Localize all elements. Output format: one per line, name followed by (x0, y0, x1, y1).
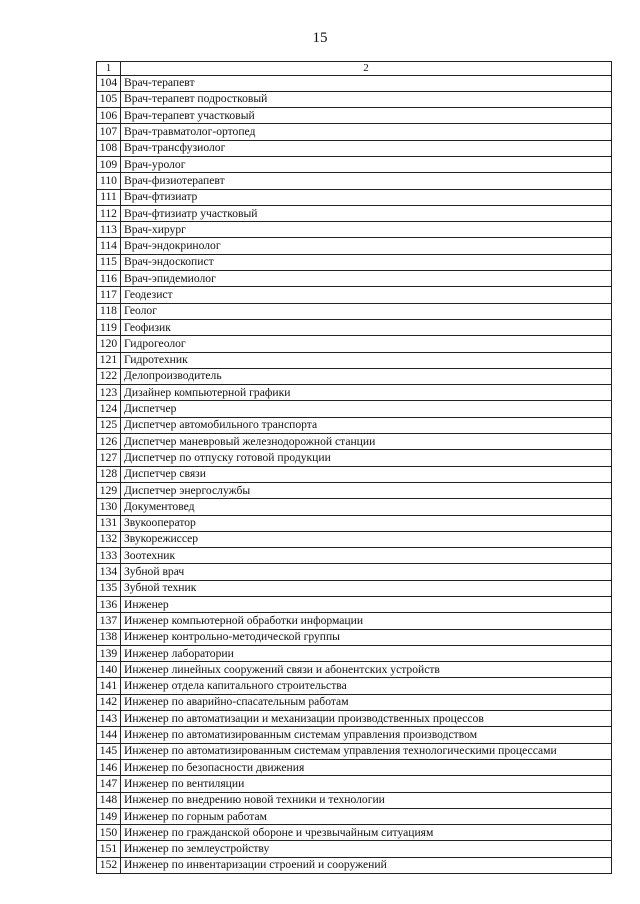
table-row (97, 205, 612, 221)
page-number: 15 (312, 30, 328, 46)
row-number: 110 (97, 173, 121, 189)
row-number: 130 (97, 499, 121, 515)
profession-name: Инженер по вентиляции (121, 776, 612, 792)
table-row (97, 303, 612, 319)
profession-name: Врач-терапевт подростковый (121, 91, 612, 107)
profession-name: Диспетчер связи (121, 466, 612, 482)
table-row (97, 662, 612, 678)
table-row (97, 548, 612, 564)
row-number: 117 (97, 287, 121, 303)
table-row (97, 808, 612, 824)
row-number: 125 (97, 417, 121, 433)
table-row (97, 482, 612, 498)
table-row (97, 711, 612, 727)
row-number: 107 (97, 124, 121, 140)
profession-name: Геолог (121, 303, 612, 319)
table-row (97, 222, 612, 238)
row-number: 146 (97, 759, 121, 775)
profession-name: Зоотехник (121, 548, 612, 564)
table-row (97, 857, 612, 873)
row-number: 119 (97, 319, 121, 335)
profession-name: Инженер по внедрению новой техники и технологии (121, 792, 612, 808)
table-row (97, 124, 612, 140)
column-header-number: 1 (97, 62, 121, 76)
profession-name: Диспетчер автомобильного транспорта (121, 417, 612, 433)
row-number: 121 (97, 352, 121, 368)
table-row (97, 743, 612, 759)
row-number: 151 (97, 841, 121, 857)
profession-name: Врач-фтизиатр (121, 189, 612, 205)
profession-name: Инженер контрольно-методической группы (121, 629, 612, 645)
row-number: 147 (97, 776, 121, 792)
profession-name: Звукорежиссер (121, 531, 612, 547)
profession-name: Геофизик (121, 319, 612, 335)
table-row (97, 368, 612, 384)
profession-name: Инженер по безопасности движения (121, 759, 612, 775)
profession-name: Инженер по землеустройству (121, 841, 612, 857)
profession-name: Геодезист (121, 287, 612, 303)
row-number: 136 (97, 597, 121, 613)
profession-name: Инженер по автоматизированным системам управления производством (121, 727, 612, 743)
profession-name: Инженер линейных сооружений связи и абонентских устройств (121, 662, 612, 678)
table-row (97, 466, 612, 482)
table-row (97, 401, 612, 417)
row-number: 148 (97, 792, 121, 808)
row-number: 131 (97, 515, 121, 531)
profession-name: Дизайнер компьютерной графики (121, 385, 612, 401)
profession-name: Врач-физиотерапевт (121, 173, 612, 189)
row-number: 120 (97, 336, 121, 352)
row-number: 106 (97, 108, 121, 124)
table-row (97, 156, 612, 172)
row-number: 129 (97, 482, 121, 498)
profession-name: Инженер по аварийно-спасательным работам (121, 694, 612, 710)
row-number: 144 (97, 727, 121, 743)
row-number: 139 (97, 645, 121, 661)
table-row (97, 645, 612, 661)
table-row (97, 694, 612, 710)
profession-name: Диспетчер (121, 401, 612, 417)
table-row (97, 417, 612, 433)
row-number: 135 (97, 580, 121, 596)
row-number: 143 (97, 711, 121, 727)
row-number: 124 (97, 401, 121, 417)
row-number: 109 (97, 156, 121, 172)
table-row (97, 75, 612, 91)
row-number: 145 (97, 743, 121, 759)
profession-name: Инженер по инвентаризации строений и сооружений (121, 857, 612, 873)
row-number: 112 (97, 205, 121, 221)
profession-name: Врач-уролог (121, 156, 612, 172)
table-row (97, 531, 612, 547)
profession-name: Врач-эндоскопист (121, 254, 612, 270)
row-number: 122 (97, 368, 121, 384)
profession-name: Врач-терапевт участковый (121, 108, 612, 124)
profession-name: Врач-терапевт (121, 75, 612, 91)
table-row (97, 434, 612, 450)
table-row (97, 597, 612, 613)
row-number: 115 (97, 254, 121, 270)
row-number: 132 (97, 531, 121, 547)
row-number: 137 (97, 613, 121, 629)
table-row (97, 140, 612, 156)
row-number: 118 (97, 303, 121, 319)
profession-name: Делопроизводитель (121, 368, 612, 384)
row-number: 152 (97, 857, 121, 873)
column-header-name: 2 (121, 62, 612, 76)
table-row (97, 385, 612, 401)
table-row (97, 287, 612, 303)
profession-name: Инженер по гражданской обороне и чрезвычайным ситуациям (121, 825, 612, 841)
row-number: 104 (97, 75, 121, 91)
row-number: 123 (97, 385, 121, 401)
profession-name: Зубной техник (121, 580, 612, 596)
profession-name: Диспетчер по отпуску готовой продукции (121, 450, 612, 466)
table-row (97, 336, 612, 352)
profession-name: Диспетчер маневровый железнодорожной станции (121, 434, 612, 450)
row-number: 108 (97, 140, 121, 156)
table-row (97, 189, 612, 205)
profession-name: Инженер по автоматизированным системам управления технологическими процессами (121, 743, 612, 759)
table-row (97, 108, 612, 124)
table-row (97, 352, 612, 368)
row-number: 127 (97, 450, 121, 466)
table-row (97, 776, 612, 792)
profession-name: Диспетчер энергослужбы (121, 482, 612, 498)
profession-name: Инженер по горным работам (121, 808, 612, 824)
table-row (97, 759, 612, 775)
table-row (97, 173, 612, 189)
row-number: 105 (97, 91, 121, 107)
table-row (97, 450, 612, 466)
profession-name: Зубной врач (121, 564, 612, 580)
profession-name: Гидротехник (121, 352, 612, 368)
profession-name: Гидрогеолог (121, 336, 612, 352)
table-row (97, 580, 612, 596)
row-number: 114 (97, 238, 121, 254)
profession-name: Инженер компьютерной обработки информации (121, 613, 612, 629)
profession-name: Документовед (121, 499, 612, 515)
row-number: 142 (97, 694, 121, 710)
row-number: 134 (97, 564, 121, 580)
row-number: 149 (97, 808, 121, 824)
row-number: 141 (97, 678, 121, 694)
profession-name: Врач-травматолог-ортопед (121, 124, 612, 140)
table-row (97, 238, 612, 254)
profession-name: Врач-фтизиатр участковый (121, 205, 612, 221)
row-number: 128 (97, 466, 121, 482)
row-number: 150 (97, 825, 121, 841)
row-number: 111 (97, 189, 121, 205)
row-number: 116 (97, 271, 121, 287)
table-row (97, 678, 612, 694)
professions-table (96, 61, 612, 874)
profession-name: Инженер лаборатории (121, 645, 612, 661)
table-row (97, 515, 612, 531)
profession-name: Инженер по автоматизации и механизации производственных процессов (121, 711, 612, 727)
table-row (97, 613, 612, 629)
table-row (97, 564, 612, 580)
table-row (97, 254, 612, 270)
row-number: 113 (97, 222, 121, 238)
table-body (97, 62, 612, 874)
table-row (97, 499, 612, 515)
table-row (97, 825, 612, 841)
row-number: 126 (97, 434, 121, 450)
table-row (97, 319, 612, 335)
table-header-row (97, 62, 612, 76)
table-row (97, 841, 612, 857)
table-row (97, 727, 612, 743)
table-row (97, 629, 612, 645)
table-row (97, 91, 612, 107)
row-number: 138 (97, 629, 121, 645)
table-row (97, 792, 612, 808)
profession-name: Инженер (121, 597, 612, 613)
profession-name: Врач-эндокринолог (121, 238, 612, 254)
profession-name: Звукооператор (121, 515, 612, 531)
profession-name: Врач-хирург (121, 222, 612, 238)
profession-name: Врач-эпидемиолог (121, 271, 612, 287)
profession-name: Инженер отдела капитального строительства (121, 678, 612, 694)
row-number: 140 (97, 662, 121, 678)
profession-name: Врач-трансфузиолог (121, 140, 612, 156)
table-row (97, 271, 612, 287)
row-number: 133 (97, 548, 121, 564)
